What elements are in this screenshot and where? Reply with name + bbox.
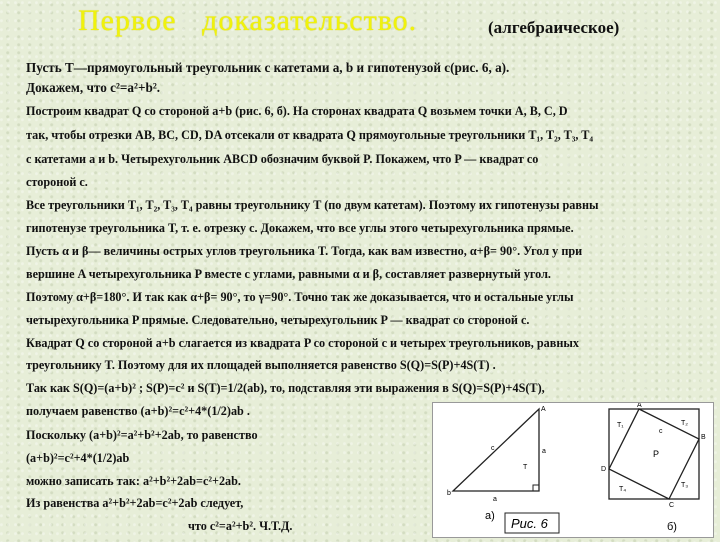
text-line: что c²=a²+b². Ч.Т.Д.	[188, 519, 293, 533]
text-line: Поэтому α+β=180°. И так как α+β= 90°, то γ=90°. Точно так же доказывается, что и остальные углы	[26, 290, 574, 304]
vertex-label: B	[701, 434, 706, 441]
text-line: (a+b)²=c²+4*(1/2)ab	[26, 451, 130, 465]
side-label: a	[493, 496, 497, 503]
triangle-t	[453, 409, 539, 491]
inner-square-label: P	[653, 449, 660, 459]
title	[0, 4, 720, 44]
label-b: б)	[667, 521, 677, 533]
text-line: Пусть α и β— величины острых углов треугольника T. Тогда, как вам известно, α+β= 90°. Угол y при	[26, 244, 583, 258]
text-line: Поскольку (a+b)²=a²+b²+2ab, то равенство	[26, 428, 258, 442]
triangle-label: T₃	[681, 482, 689, 489]
side-label: c	[659, 428, 663, 435]
figure-drawing	[433, 403, 713, 537]
side-label: a	[542, 448, 546, 455]
vertex-label: C	[669, 502, 675, 509]
text-line: четырехугольника P прямые. Следовательно, четырехугольник P — квадрат со стороной c.	[26, 313, 530, 327]
label-a: а)	[485, 510, 495, 522]
text-line: так, чтобы отрезки AB, BC, CD, DA отсекали от квадрата Q прямоугольные треугольники T₁, T₂, T₃, T₄	[26, 128, 594, 142]
side-label: b	[447, 490, 451, 497]
text-line: стороной c.	[26, 175, 88, 189]
text-line: Так как S(Q)=(a+b)² ; S(P)=c² и S(T)=1/2(ab), то, подставляя эти выражения в S(Q)=S(P)+4S(T),	[26, 381, 545, 395]
text-line: можно записать так: a²+b²+2ab=c²+2ab.	[26, 474, 241, 488]
figure-6	[432, 402, 714, 538]
vertex-label: D	[601, 466, 607, 473]
side-label: c	[491, 445, 495, 452]
text-line: получаем равенство (a+b)²=c²+4*(1/2)ab .	[26, 404, 250, 418]
text-line: вершине A четырехугольника P вместе с углами, равными α и β, составляет развернутый угол.	[26, 267, 551, 281]
right-angle-mark	[533, 485, 539, 491]
text-line: гипотенузе треугольника T, т. е. отрезку c. Докажем, что все углы этого четырехугольника прямые.	[26, 221, 574, 235]
vertex-label: A	[541, 406, 546, 413]
triangle-label: T₁	[617, 422, 624, 429]
triangle-label: T₂	[681, 420, 688, 427]
text-line: Квадрат Q со стороной a+b слагается из квадрата P со стороной c и четырех треугольников, равных	[26, 336, 579, 350]
text-line: Из равенства a²+b²+2ab=c²+2ab следует,	[26, 496, 244, 510]
text-line: с катетами a и b. Четырехугольник ABCD обозначим буквой P. Покажем, что P — квадрат со	[26, 152, 539, 166]
text-line: Докажем, что c²=a²+b².	[26, 80, 161, 95]
figure-caption: Рис. 6	[511, 516, 548, 531]
title-sub: (алгебраическое)	[488, 18, 620, 37]
triangle-label: T₄	[619, 486, 627, 493]
text-line: Построим квадрат Q со стороной a+b (рис. 6, б). На сторонах квадрата Q возьмем точки A, B, C, D	[26, 104, 568, 118]
triangle-label: T	[523, 464, 528, 471]
text-line: Все треугольники T₁, T₂, T₃, T₄ равны треугольнику T (по двум катетам). Поэтому их гипотенузы равны	[26, 198, 599, 212]
text-line: Пусть T—прямоугольный треугольник с катетами a, b и гипотенузой c(рис. 6, а).	[26, 60, 510, 75]
text-line: треугольнику T. Поэтому для их площадей выполняется равенство S(Q)=S(P)+4S(T) .	[26, 358, 496, 372]
vertex-label: A	[637, 403, 642, 409]
title-main: Первое доказательство.	[78, 4, 418, 37]
